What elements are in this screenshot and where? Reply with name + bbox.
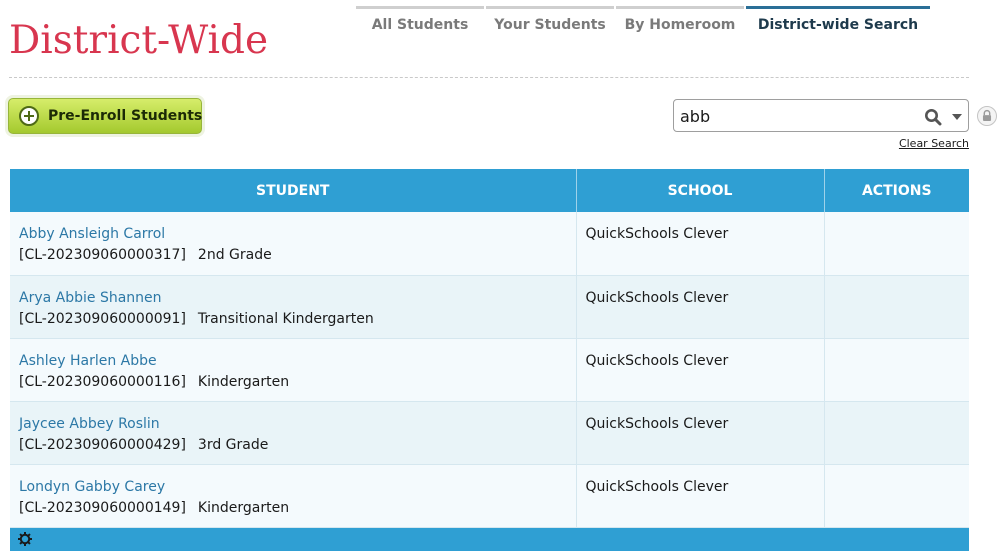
student-name-link[interactable]: Abby Ansleigh Carrol bbox=[19, 226, 166, 242]
table-row bbox=[10, 464, 969, 527]
student-grade: 3rd Grade bbox=[197, 436, 269, 453]
student-cell bbox=[10, 338, 576, 401]
actions-cell bbox=[824, 338, 969, 401]
student-id: [CL-202309060000149] bbox=[19, 499, 186, 516]
plus-circle-icon bbox=[19, 106, 39, 126]
student-cell bbox=[10, 212, 576, 275]
column-header-student: STUDENT bbox=[10, 169, 576, 212]
clear-search-link[interactable]: Clear Search bbox=[898, 137, 969, 150]
school-cell: QuickSchools Clever bbox=[576, 464, 824, 527]
school-cell: QuickSchools Clever bbox=[576, 338, 824, 401]
pre-enroll-students-button[interactable] bbox=[8, 98, 202, 134]
actions-cell bbox=[824, 401, 969, 464]
student-grade: 2nd Grade bbox=[197, 247, 272, 263]
school-cell: QuickSchools Clever bbox=[576, 401, 824, 464]
tab-all-students[interactable]: All Students bbox=[356, 6, 484, 40]
page-title: District-Wide bbox=[9, 18, 269, 63]
caret-down-icon[interactable] bbox=[952, 114, 962, 120]
student-name-link[interactable]: Londyn Gabby Carey bbox=[19, 478, 166, 495]
table-row bbox=[10, 338, 969, 401]
school-cell: QuickSchools Clever bbox=[576, 275, 824, 338]
student-cell bbox=[10, 275, 576, 338]
tab-district-wide-search[interactable]: District-wide Search bbox=[746, 6, 930, 40]
school-cell: QuickSchools Clever bbox=[576, 212, 824, 275]
student-name-link[interactable]: Arya Abbie Shannen bbox=[19, 289, 162, 306]
student-name-link[interactable]: Jaycee Abbey Roslin bbox=[19, 415, 160, 432]
gear-icon[interactable] bbox=[18, 532, 32, 546]
student-grade: Kindergarten bbox=[197, 499, 290, 516]
student-id: [CL-202309060000116] bbox=[19, 373, 186, 390]
view-tabs bbox=[356, 6, 930, 40]
actions-cell bbox=[824, 464, 969, 527]
student-grade: Transitional Kindergarten bbox=[197, 310, 374, 327]
student-id: [CL-202309060000429] bbox=[19, 436, 186, 453]
table-row bbox=[10, 401, 969, 464]
table-footer-bar bbox=[10, 528, 969, 551]
table-row bbox=[10, 212, 969, 275]
actions-cell bbox=[824, 275, 969, 338]
table-header-row bbox=[10, 169, 969, 212]
student-cell bbox=[10, 464, 576, 527]
table-row bbox=[10, 275, 969, 338]
search-icon[interactable] bbox=[924, 108, 942, 126]
student-cell bbox=[10, 401, 576, 464]
header-divider bbox=[9, 77, 969, 78]
student-id: [CL-202309060000091] bbox=[19, 310, 186, 327]
student-name-link[interactable]: Ashley Harlen Abbe bbox=[19, 352, 157, 369]
student-id: [CL-202309060000317] bbox=[19, 247, 186, 263]
student-grade: Kindergarten bbox=[197, 373, 290, 390]
search-input[interactable] bbox=[680, 104, 910, 128]
column-header-school: SCHOOL bbox=[576, 169, 824, 212]
column-header-actions: ACTIONS bbox=[824, 169, 969, 212]
actions-cell bbox=[824, 212, 969, 275]
tab-your-students[interactable]: Your Students bbox=[486, 6, 614, 40]
search-results-table bbox=[10, 169, 969, 528]
district-search-box bbox=[673, 99, 969, 132]
pre-enroll-label: Pre-Enroll Students bbox=[48, 108, 203, 124]
tab-by-homeroom[interactable]: By Homeroom bbox=[616, 6, 744, 40]
lock-icon[interactable] bbox=[977, 106, 997, 126]
